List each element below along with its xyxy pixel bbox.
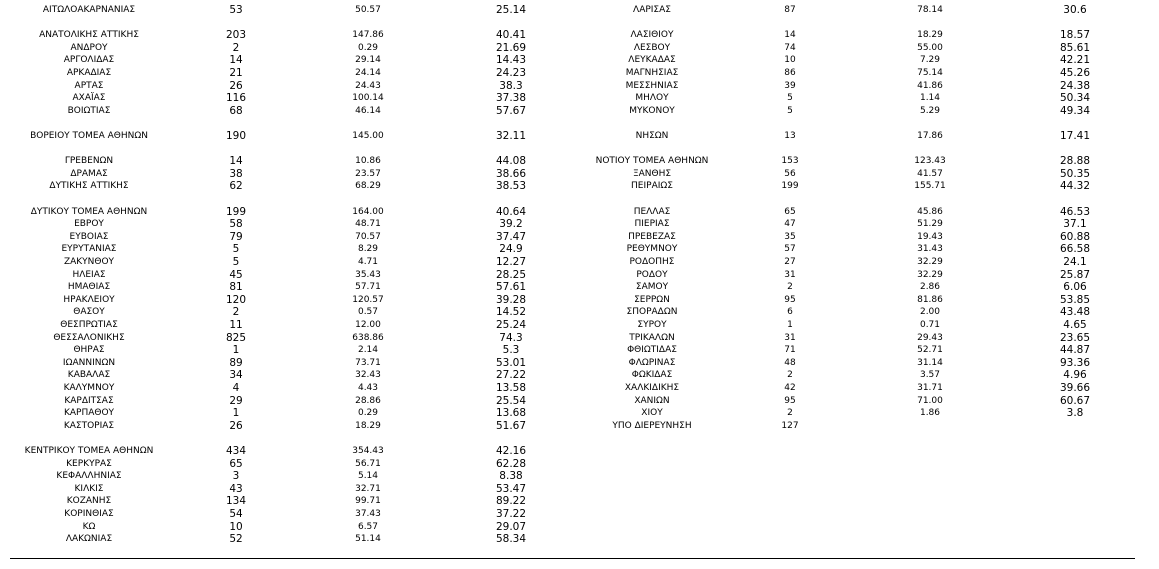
table-cell-value-col-2: 24.43 — [355, 80, 381, 91]
table-cell-value-col-1: 48 — [784, 357, 796, 368]
table-cell-region-name: ΧΙΟΥ — [641, 408, 663, 419]
table-cell-region-name: ΕΒΡΟΥ — [74, 219, 104, 230]
table-cell-value-col-3: 53.01 — [495, 356, 527, 369]
table-cell-value-col-1: 434 — [225, 445, 247, 457]
table-cell-region-name: ΚΑΡΔΙΤΣΑΣ — [64, 395, 114, 406]
table-cell-value-col-3: 25.14 — [495, 4, 527, 16]
table-cell-region-name: ΚΕΦΑΛΛΗΝΙΑΣ — [56, 471, 122, 482]
table-cell-value-col-1: 81 — [229, 281, 243, 294]
table-cell-region-name: ΛΑΣΙΘΙΟΥ — [630, 30, 674, 41]
table-cell-region-name: ΚΙΛΚΙΣ — [74, 483, 104, 494]
table-cell-value-col-3: 21.69 — [495, 41, 527, 54]
table-cell-value-col-1: 10 — [229, 520, 243, 533]
table-cell-value-col-3: 44.08 — [495, 155, 527, 168]
table-cell-region-name: ΖΑΚΥΝΘΟΥ — [63, 257, 115, 267]
table-cell-value-col-2: 155.71 — [914, 181, 946, 192]
table-cell-value-col-1: 2 — [232, 41, 240, 54]
table-cell-value-col-1: 14 — [784, 30, 796, 41]
table-cell-value-col-3: 25.24 — [495, 319, 527, 331]
table-cell-region-name: ΚΟΡΙΝΘΙΑΣ — [64, 509, 114, 519]
table-cell-region-name: ΑΝΔΡΟΥ — [70, 42, 108, 53]
table-cell-value-col-1: 5 — [787, 93, 793, 104]
table-cell-value-col-2: 12.00 — [355, 320, 381, 330]
table-cell-value-col-1: 14 — [229, 54, 243, 67]
table-cell-value-col-1: 153 — [781, 156, 799, 167]
table-cell-value-col-1: 21 — [229, 67, 243, 79]
table-cell-value-col-2: 48.71 — [355, 219, 381, 230]
table-cell-value-col-2: 51.14 — [355, 534, 381, 545]
table-cell-region-name: ΒΟΡΕΙΟΥ ΤΟΜΕΑ ΑΘΗΝΩΝ — [30, 131, 148, 141]
table-cell-region-name: ΞΑΝΘΗΣ — [632, 168, 672, 179]
table-cell-value-col-3: 6.06 — [1063, 281, 1087, 294]
table-cell-value-col-3: 49.34 — [1059, 104, 1091, 117]
table-cell-value-col-2: 18.29 — [355, 420, 381, 431]
table-cell-region-name: ΒΟΙΩΤΙΑΣ — [67, 105, 111, 116]
table-cell-value-col-2: 32.29 — [917, 257, 943, 267]
table-cell-value-col-1: 11 — [229, 319, 243, 331]
table-cell-value-col-1: 1 — [787, 320, 793, 330]
table-cell-region-name: ΚΑΣΤΟΡΙΑΣ — [63, 420, 115, 431]
table-cell-value-col-3: 46.53 — [1059, 205, 1091, 218]
table-cell-value-col-3: 13.58 — [495, 382, 527, 394]
table-cell-region-name: ΧΑΛΚΙΔΙΚΗΣ — [624, 383, 680, 393]
table-cell-value-col-2: 3.57 — [919, 370, 941, 381]
table-cell-region-name: ΗΜΑΘΙΑΣ — [67, 282, 111, 293]
table-cell-value-col-3: 27.22 — [495, 369, 527, 382]
table-cell-value-col-1: 65 — [229, 457, 243, 470]
table-cell-value-col-3: 37.1 — [1063, 218, 1087, 231]
table-cell-value-col-2: 4.71 — [357, 257, 379, 267]
table-cell-region-name: ΓΡΕΒΕΝΩΝ — [64, 156, 114, 167]
table-cell-region-name: ΛΕΥΚΑΔΑΣ — [628, 55, 676, 66]
table-cell-value-col-1: 56 — [784, 168, 796, 179]
table-cell-region-name: ΣΕΡΡΩΝ — [634, 294, 670, 305]
table-cell-value-col-1: 2 — [787, 282, 793, 293]
table-cell-value-col-1: 35 — [784, 231, 796, 242]
table-cell-value-col-1: 87 — [784, 5, 796, 15]
table-cell-value-col-2: 28.86 — [355, 395, 381, 406]
table-cell-value-col-1: 2 — [232, 306, 240, 319]
table-cell-value-col-3: 58.34 — [495, 533, 527, 546]
table-cell-value-col-2: 81.86 — [917, 294, 943, 305]
table-cell-region-name: ΔΥΤΙΚΗΣ ΑΤΤΙΚΗΣ — [49, 181, 129, 192]
table-cell-value-col-2: 75.14 — [917, 68, 943, 78]
table-cell-value-col-1: 6 — [787, 307, 793, 318]
table-cell-value-col-1: 2 — [787, 370, 793, 381]
table-cell-value-col-2: 2.00 — [919, 307, 941, 318]
table-cell-value-col-1: 54 — [229, 508, 243, 520]
table-cell-region-name: ΣΠΟΡΑΔΩΝ — [626, 307, 678, 318]
table-cell-value-col-3: 13.68 — [495, 407, 527, 420]
table-cell-value-col-1: 62 — [229, 180, 243, 193]
table-cell-region-name: ΥΠΟ ΔΙΕΡΕΥΝΗΣΗ — [612, 420, 692, 431]
table-cell-region-name: ΣΥΡΟΥ — [637, 320, 667, 330]
table-cell-value-col-1: 134 — [225, 495, 247, 508]
table-cell-region-name: ΦΘΙΩΤΙΔΑΣ — [627, 345, 677, 356]
table-cell-value-col-2: 29.43 — [917, 332, 943, 343]
table-cell-region-name: ΑΙΤΩΛΟΑΚΑΡΝΑΝΙΑΣ — [42, 5, 136, 15]
table-cell-value-col-2: 638.86 — [352, 332, 384, 343]
table-cell-region-name: ΘΗΡΑΣ — [73, 345, 105, 356]
table-cell-region-name: ΛΑΚΩΝΙΑΣ — [65, 534, 113, 545]
table-cell-value-col-3: 24.23 — [495, 67, 527, 79]
table-cell-value-col-3: 51.67 — [495, 419, 527, 432]
table-cell-value-col-2: 4.43 — [357, 383, 379, 393]
table-cell-value-col-2: 6.57 — [357, 521, 379, 532]
table-cell-region-name: ΝΗΣΩΝ — [635, 131, 669, 141]
table-cell-value-col-2: 10.86 — [355, 156, 381, 167]
table-cell-value-col-3: 50.35 — [1059, 167, 1091, 180]
table-cell-value-col-3: 44.87 — [1059, 344, 1091, 357]
table-cell-value-col-3: 39.2 — [499, 218, 523, 231]
table-cell-value-col-2: 46.14 — [355, 105, 381, 116]
table-cell-region-name: ΦΩΚΙΔΑΣ — [631, 370, 673, 381]
table-cell-region-name: ΗΛΕΙΑΣ — [72, 269, 106, 280]
table-cell-value-col-1: 42 — [784, 383, 796, 393]
table-cell-value-col-3: 4.96 — [1063, 369, 1087, 382]
table-cell-value-col-3: 57.61 — [495, 281, 527, 294]
table-cell-value-col-1: 58 — [229, 218, 243, 231]
bottom-rule — [10, 558, 1135, 559]
table-cell-value-col-1: 26 — [229, 79, 243, 92]
table-cell-value-col-3: 25.54 — [495, 394, 527, 407]
table-cell-value-col-1: 53 — [229, 4, 243, 16]
table-cell-value-col-2: 100.14 — [352, 93, 384, 104]
table-cell-value-col-3: 60.67 — [1059, 394, 1091, 407]
table-cell-value-col-2: 50.57 — [355, 5, 381, 15]
table-cell-value-col-1: 38 — [229, 167, 243, 180]
table-cell-value-col-2: 32.43 — [355, 370, 381, 381]
table-cell-value-col-2: 99.71 — [355, 496, 381, 507]
table-cell-region-name: ΡΟΔΟΠΗΣ — [629, 257, 675, 267]
table-cell-region-name: ΚΟΖΑΝΗΣ — [66, 496, 112, 507]
table-cell-value-col-3: 74.3 — [499, 331, 523, 344]
table-cell-value-col-2: 51.29 — [917, 219, 943, 230]
table-cell-region-name: ΚΩ — [82, 521, 96, 532]
table-cell-value-col-1: 79 — [229, 230, 243, 243]
table-cell-value-col-1: 57 — [784, 244, 796, 255]
table-cell-region-name: ΡΟΔΟΥ — [636, 269, 668, 280]
table-cell-value-col-3: 39.66 — [1059, 382, 1091, 394]
table-cell-value-col-1: 27 — [784, 257, 796, 267]
table-cell-value-col-3: 3.8 — [1066, 407, 1084, 420]
table-cell-value-col-1: 68 — [229, 104, 243, 117]
table-cell-value-col-3: 28.25 — [495, 268, 527, 281]
table-cell-value-col-3: 40.41 — [495, 29, 527, 42]
table-cell-value-col-2: 70.57 — [355, 231, 381, 242]
table-cell-value-col-2: 41.86 — [917, 80, 943, 91]
table-cell-value-col-3: 40.64 — [495, 205, 527, 218]
table-cell-region-name: ΚΑΒΑΛΑΣ — [67, 370, 111, 381]
table-cell-region-name: ΡΕΘΥΜΝΟΥ — [626, 244, 678, 255]
table-cell-value-col-2: 52.71 — [917, 345, 943, 356]
table-cell-region-name: ΚΑΡΠΑΘΟΥ — [63, 408, 115, 419]
table-cell-value-col-1: 2 — [787, 408, 793, 419]
table-cell-region-name: ΛΑΡΙΣΑΣ — [633, 5, 671, 15]
table-cell-value-col-1: 190 — [225, 130, 247, 142]
table-cell-region-name: ΧΑΝΙΩΝ — [634, 395, 670, 406]
table-cell-region-name: ΠΙΕΡΙΑΣ — [634, 219, 670, 230]
table-cell-value-col-1: 71 — [784, 345, 796, 356]
table-cell-region-name: ΚΑΛΥΜΝΟΥ — [63, 383, 115, 393]
table-cell-region-name: ΠΕΙΡΑΙΩΣ — [631, 181, 673, 192]
table-cell-value-col-2: 1.14 — [919, 93, 941, 104]
table-cell-value-col-1: 14 — [229, 155, 243, 168]
table-cell-region-name: ΕΥΡΥΤΑΝΙΑΣ — [61, 244, 117, 255]
table-cell-value-col-3: 44.32 — [1059, 180, 1091, 193]
table-cell-value-col-3: 29.07 — [495, 520, 527, 533]
table-cell-region-name: ΛΕΣΒΟΥ — [633, 42, 671, 53]
table-cell-value-col-1: 29 — [229, 394, 243, 407]
table-cell-value-col-3: 45.26 — [1059, 67, 1091, 79]
table-cell-value-col-1: 5 — [232, 243, 240, 256]
table-cell-value-col-2: 0.71 — [919, 320, 941, 330]
table-cell-value-col-3: 42.16 — [495, 445, 527, 457]
table-cell-value-col-1: 199 — [225, 205, 247, 218]
table-cell-region-name: ΑΧΑΪΑΣ — [72, 93, 106, 104]
table-cell-value-col-2: 41.57 — [917, 168, 943, 179]
table-cell-region-name: ΠΕΛΛΑΣ — [633, 206, 671, 217]
table-cell-value-col-1: 10 — [784, 55, 796, 66]
table-cell-region-name: ΑΝΑΤΟΛΙΚΗΣ ΑΤΤΙΚΗΣ — [39, 30, 139, 41]
table-cell-value-col-1: 65 — [784, 206, 796, 217]
table-cell-value-col-3: 12.27 — [495, 256, 527, 268]
table-cell-region-name: ΜΥΚΟΝΟΥ — [629, 105, 675, 116]
table-cell-value-col-2: 2.14 — [357, 345, 379, 356]
table-cell-region-name: ΔΡΑΜΑΣ — [70, 168, 108, 179]
table-cell-value-col-3: 43.48 — [1059, 306, 1091, 319]
table-cell-region-name: ΑΡΚΑΔΙΑΣ — [66, 68, 112, 78]
table-cell-value-col-1: 127 — [781, 420, 799, 431]
table-cell-region-name: ΤΡΙΚΑΛΩΝ — [629, 332, 675, 343]
table-cell-value-col-3: 25.87 — [1059, 268, 1091, 281]
table-cell-value-col-2: 164.00 — [352, 206, 384, 217]
table-cell-value-col-2: 145.00 — [352, 131, 384, 141]
table-cell-value-col-3: 85.61 — [1059, 41, 1091, 54]
table-cell-value-col-2: 354.43 — [352, 446, 384, 456]
table-cell-region-name: ΘΕΣΠΡΩΤΙΑΣ — [60, 320, 118, 330]
table-cell-value-col-2: 31.43 — [917, 244, 943, 255]
table-cell-value-col-1: 47 — [784, 219, 796, 230]
table-cell-value-col-1: 86 — [784, 68, 796, 78]
table-cell-region-name: ΗΡΑΚΛΕΙΟΥ — [63, 294, 115, 305]
table-cell-value-col-1: 5 — [232, 256, 240, 268]
table-cell-value-col-1: 95 — [784, 294, 796, 305]
table-cell-value-col-1: 3 — [232, 470, 240, 483]
table-cell-value-col-2: 68.29 — [355, 181, 381, 192]
table-cell-value-col-1: 45 — [229, 268, 243, 281]
table-cell-value-col-3: 17.41 — [1059, 130, 1091, 142]
table-cell-value-col-1: 26 — [229, 419, 243, 432]
table-cell-value-col-3: 24.9 — [499, 243, 523, 256]
table-cell-value-col-1: 31 — [784, 332, 796, 343]
table-cell-value-col-3: 24.38 — [1059, 79, 1091, 92]
table-cell-value-col-3: 30.6 — [1063, 4, 1087, 16]
table-cell-value-col-3: 24.1 — [1063, 256, 1087, 268]
table-cell-value-col-2: 78.14 — [917, 5, 943, 15]
table-cell-value-col-2: 123.43 — [914, 156, 946, 167]
table-cell-value-col-2: 45.86 — [917, 206, 943, 217]
table-cell-value-col-1: 5 — [787, 105, 793, 116]
table-cell-value-col-3: 38.53 — [495, 180, 527, 193]
table-cell-value-col-1: 120 — [225, 293, 247, 306]
table-cell-value-col-3: 66.58 — [1059, 243, 1091, 256]
table-cell-value-col-2: 57.71 — [355, 282, 381, 293]
table-cell-value-col-2: 0.57 — [357, 307, 379, 318]
table-cell-region-name: ΚΕΡΚΥΡΑΣ — [66, 458, 112, 469]
table-cell-region-name: ΜΕΣΣΗΝΙΑΣ — [625, 80, 679, 91]
table-cell-value-col-2: 73.71 — [355, 357, 381, 368]
table-cell-value-col-2: 1.86 — [919, 408, 941, 419]
table-cell-value-col-3: 53.85 — [1059, 293, 1091, 306]
table-cell-value-col-3: 50.34 — [1059, 92, 1091, 105]
table-cell-value-col-2: 17.86 — [917, 131, 943, 141]
table-cell-value-col-2: 31.14 — [917, 357, 943, 368]
table-cell-value-col-2: 18.29 — [917, 30, 943, 41]
table-cell-region-name: ΝΟΤΙΟΥ ΤΟΜΕΑ ΑΘΗΝΩΝ — [595, 156, 709, 167]
table-cell-region-name: ΜΗΛΟΥ — [635, 93, 669, 104]
table-cell-value-col-3: 28.88 — [1059, 155, 1091, 168]
table-cell-value-col-1: 199 — [781, 181, 799, 192]
table-cell-value-col-2: 32.71 — [355, 483, 381, 494]
table-cell-value-col-2: 0.29 — [357, 408, 379, 419]
table-cell-value-col-1: 1 — [232, 407, 240, 420]
table-cell-value-col-3: 18.57 — [1059, 29, 1091, 42]
table-cell-region-name: ΔΥΤΙΚΟΥ ΤΟΜΕΑ ΑΘΗΝΩΝ — [30, 206, 148, 217]
table-cell-region-name: ΚΕΝΤΡΙΚΟΥ ΤΟΜΕΑ ΑΘΗΝΩΝ — [24, 446, 154, 456]
table-cell-value-col-3: 37.22 — [495, 508, 527, 520]
table-cell-value-col-2: 32.29 — [917, 269, 943, 280]
table-cell-value-col-2: 5.14 — [357, 471, 379, 482]
table-cell-value-col-1: 825 — [225, 331, 247, 344]
table-cell-value-col-2: 55.00 — [917, 42, 943, 53]
table-cell-region-name: ΙΩΑΝΝΙΝΩΝ — [62, 357, 116, 368]
table-cell-value-col-3: 60.88 — [1059, 230, 1091, 243]
table-cell-value-col-2: 120.57 — [352, 294, 384, 305]
table-cell-value-col-3: 37.38 — [495, 92, 527, 105]
table-cell-value-col-1: 34 — [229, 369, 243, 382]
table-cell-value-col-2: 71.00 — [917, 395, 943, 406]
table-cell-value-col-3: 62.28 — [495, 457, 527, 470]
table-cell-value-col-3: 53.47 — [495, 482, 527, 495]
table-cell-region-name: ΠΡΕΒΕΖΑΣ — [628, 231, 676, 242]
table-cell-value-col-3: 38.3 — [499, 79, 523, 92]
table-cell-value-col-1: 31 — [784, 269, 796, 280]
table-cell-value-col-3: 4.65 — [1063, 319, 1087, 331]
table-cell-value-col-1: 1 — [232, 344, 240, 357]
table-cell-region-name: ΑΡΓΟΛΙΔΑΣ — [63, 55, 115, 66]
table-cell-value-col-3: 32.11 — [495, 130, 527, 142]
table-cell-value-col-2: 147.86 — [352, 30, 384, 41]
table-cell-region-name: ΜΑΓΝΗΣΙΑΣ — [625, 68, 679, 78]
table-cell-value-col-2: 35.43 — [355, 269, 381, 280]
table-cell-value-col-1: 4 — [232, 382, 240, 394]
table-cell-value-col-3: 39.28 — [495, 293, 527, 306]
table-cell-value-col-1: 39 — [784, 80, 796, 91]
table-cell-value-col-3: 42.21 — [1059, 54, 1091, 67]
table-cell-value-col-2: 29.14 — [355, 55, 381, 66]
table-cell-region-name: ΘΕΣΣΑΛΟΝΙΚΗΣ — [53, 332, 125, 343]
table-cell-value-col-3: 57.67 — [495, 104, 527, 117]
table-cell-value-col-2: 23.57 — [355, 168, 381, 179]
table-cell-value-col-2: 24.14 — [355, 68, 381, 78]
table-cell-value-col-2: 8.29 — [357, 244, 379, 255]
table-cell-value-col-1: 52 — [229, 533, 243, 546]
table-cell-value-col-2: 7.29 — [919, 55, 941, 66]
table-cell-value-col-1: 74 — [784, 42, 796, 53]
table-cell-value-col-2: 31.71 — [917, 383, 943, 393]
table-cell-value-col-3: 8.38 — [499, 470, 523, 483]
table-cell-value-col-1: 203 — [225, 29, 247, 42]
table-cell-value-col-2: 2.86 — [919, 282, 941, 293]
table-cell-value-col-3: 23.65 — [1059, 331, 1091, 344]
table-cell-value-col-2: 19.43 — [917, 231, 943, 242]
table-cell-value-col-3: 89.22 — [495, 495, 527, 508]
table-cell-value-col-3: 93.36 — [1059, 356, 1091, 369]
table-cell-value-col-3: 5.3 — [502, 344, 520, 357]
table-cell-value-col-2: 56.71 — [355, 458, 381, 469]
table-cell-region-name: ΕΥΒΟΙΑΣ — [69, 231, 109, 242]
table-cell-region-name: ΦΛΩΡΙΝΑΣ — [628, 357, 676, 368]
table-cell-value-col-2: 0.29 — [357, 42, 379, 53]
table-cell-value-col-3: 37.47 — [495, 230, 527, 243]
table-cell-value-col-3: 38.66 — [495, 167, 527, 180]
table-cell-value-col-1: 95 — [784, 395, 796, 406]
table-cell-value-col-2: 37.43 — [355, 509, 381, 519]
table-cell-value-col-3: 14.52 — [495, 306, 527, 319]
table-cell-region-name: ΣΑΜΟΥ — [635, 282, 669, 293]
table-cell-value-col-1: 116 — [225, 92, 247, 105]
table-cell-region-name: ΑΡΤΑΣ — [74, 80, 104, 91]
table-cell-value-col-2: 5.29 — [919, 105, 941, 116]
table-cell-region-name: ΘΑΣΟΥ — [73, 307, 105, 318]
table-cell-value-col-1: 89 — [229, 356, 243, 369]
table-cell-value-col-1: 43 — [229, 482, 243, 495]
table-cell-value-col-1: 13 — [784, 131, 796, 141]
table-cell-value-col-3: 14.43 — [495, 54, 527, 67]
